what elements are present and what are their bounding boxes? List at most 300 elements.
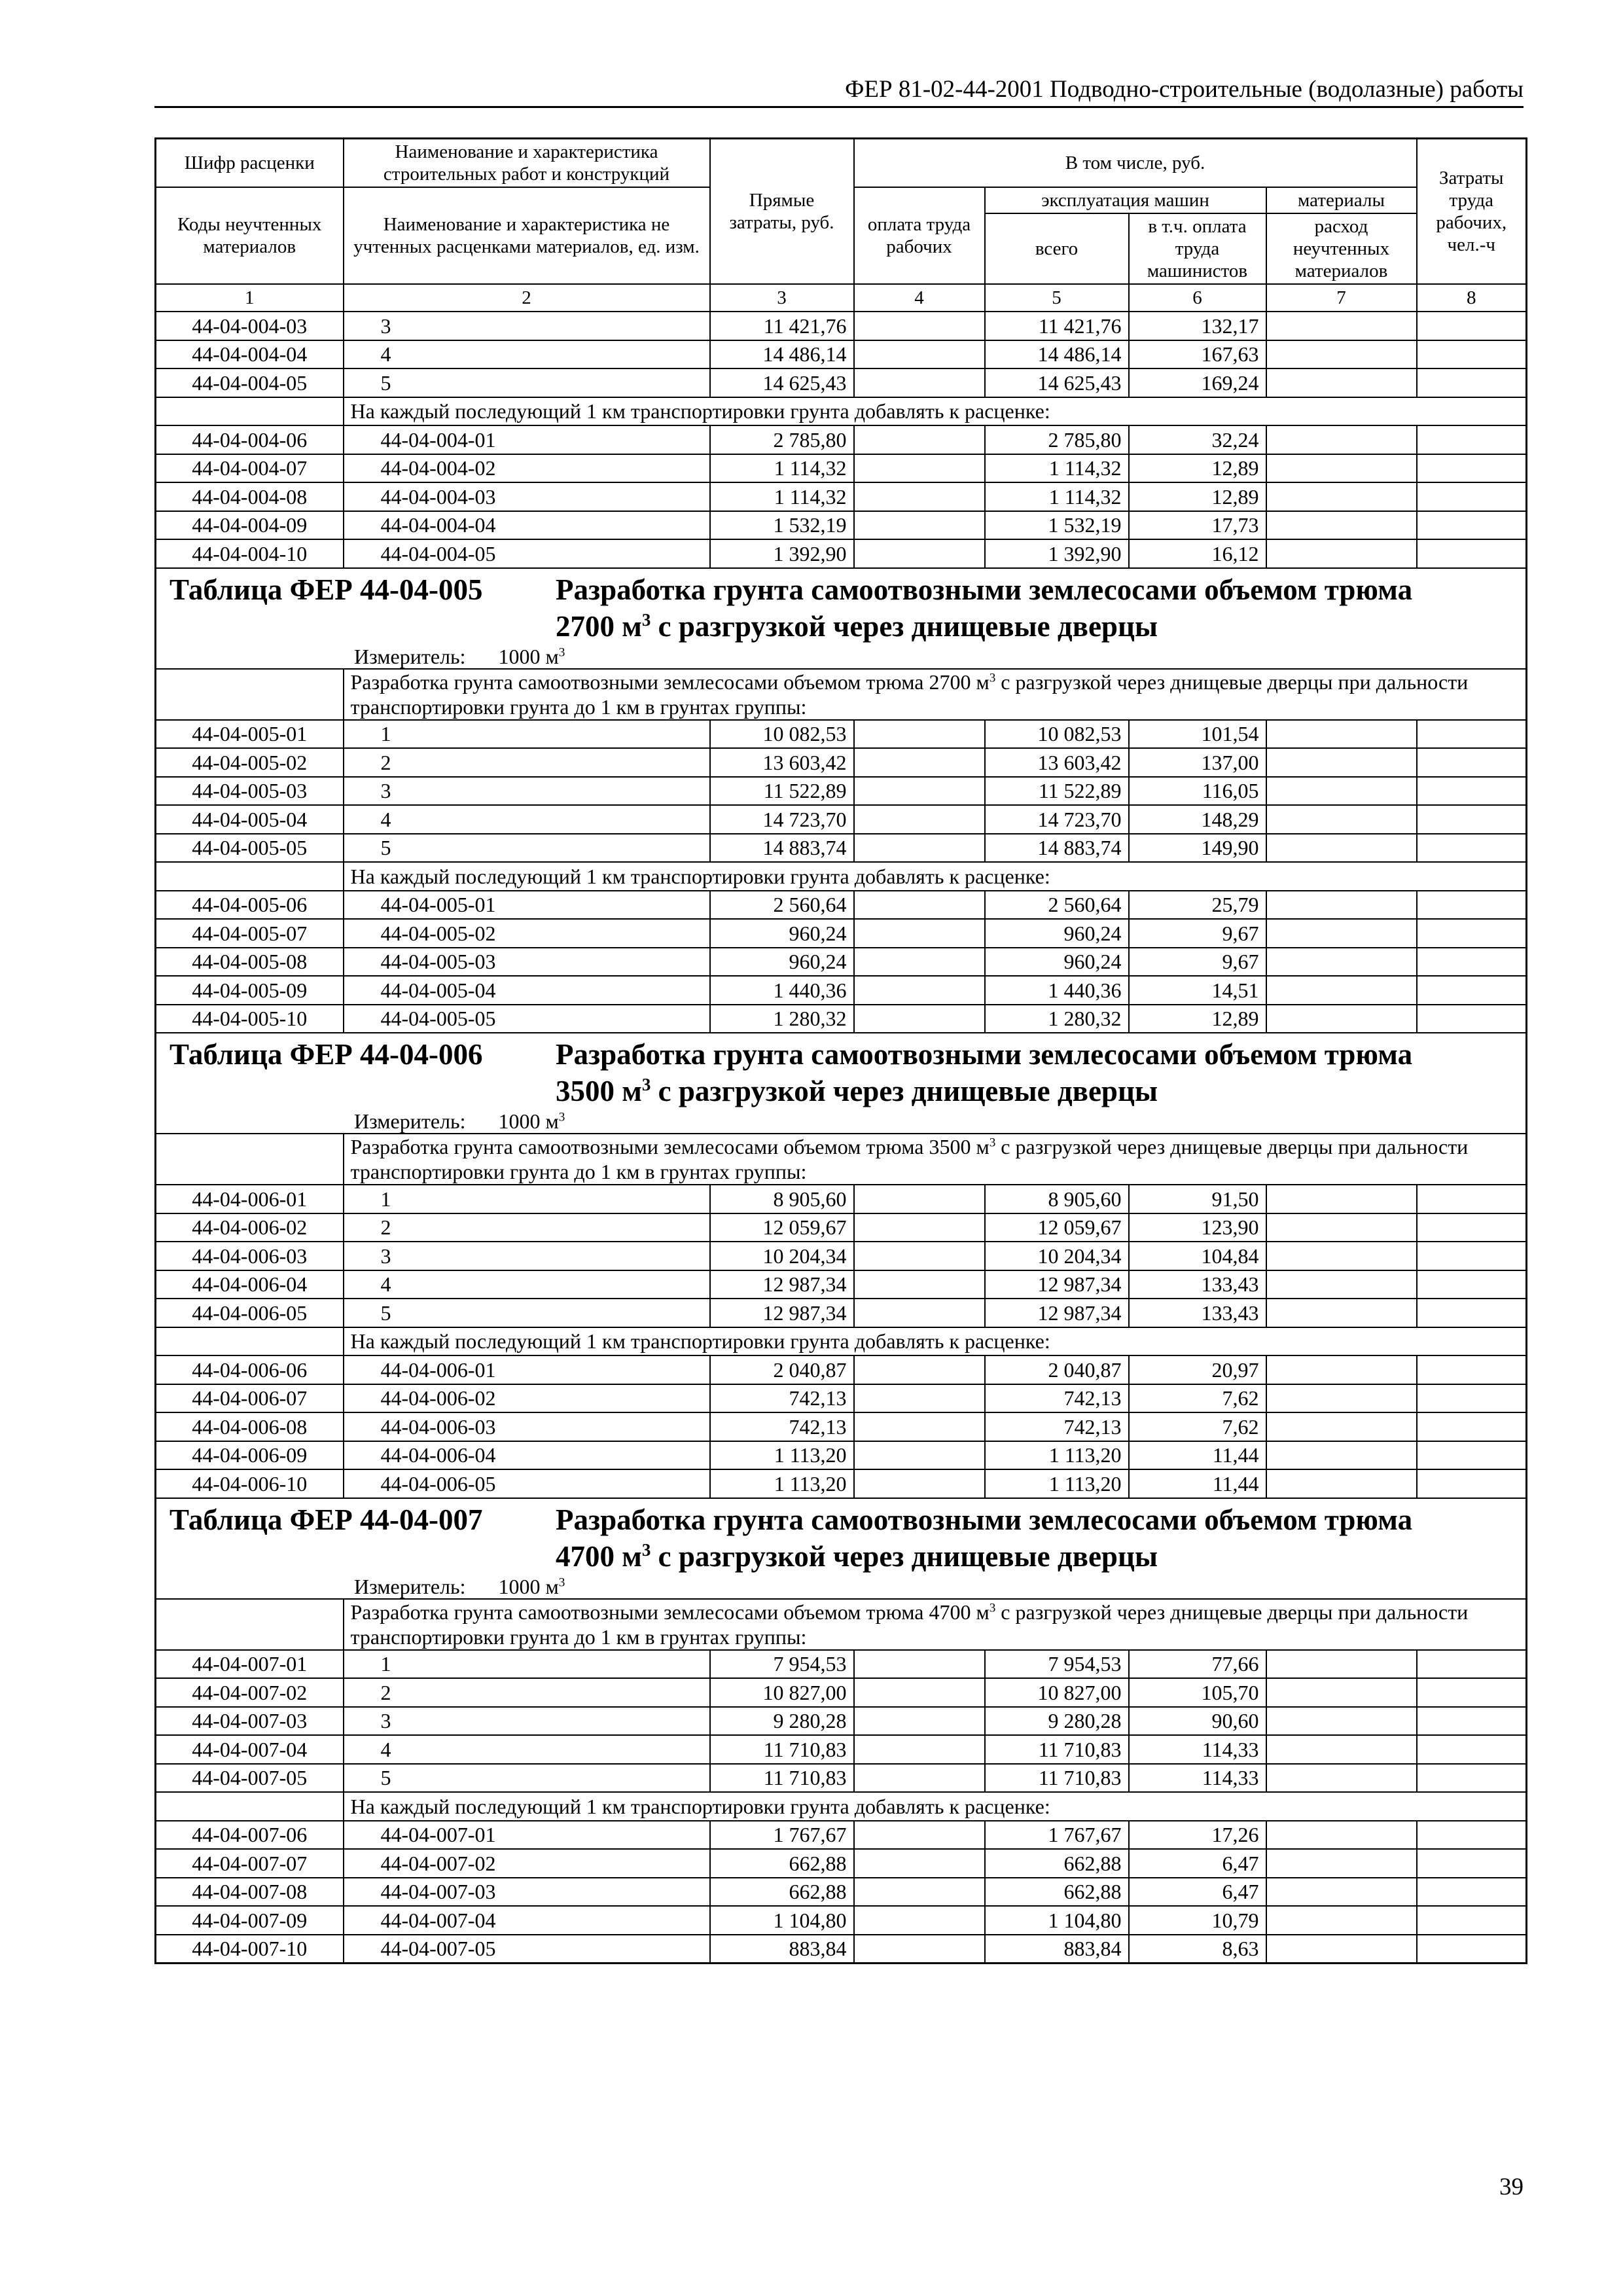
header-rate-code: Шифр расценки [156,139,344,188]
labor-pay [854,1707,985,1736]
labor-pay [854,1384,985,1413]
labor-pay [854,1299,985,1327]
work-name: 3 [344,1242,710,1270]
rate-code: 44-04-006-01 [156,1185,344,1213]
machines-total: 14 883,74 [985,834,1129,863]
machines-total: 662,88 [985,1849,1129,1878]
rate-code: 44-04-004-10 [156,539,344,568]
direct-costs: 960,24 [710,919,854,948]
machinists-pay: 20,97 [1129,1355,1266,1384]
materials-use [1266,454,1417,483]
labor-pay [854,948,985,977]
machinists-pay: 116,05 [1129,777,1266,806]
machines-total: 1 440,36 [985,976,1129,1005]
labor-pay [854,539,985,568]
measure-unit [163,1109,1519,1133]
work-name: 4 [344,1270,710,1299]
rate-code: 44-04-005-03 [156,777,344,806]
labor-pay [854,891,985,920]
table-row [156,340,1527,369]
table-code: Таблица ФЕР 44-04-006 [169,1038,483,1071]
description-code-cell [156,1134,344,1185]
direct-costs: 1 104,80 [710,1906,854,1935]
cube-superscript: 3 [558,1575,565,1589]
header-labor-pay: оплата труда рабочих [854,187,985,284]
machinists-pay: 90,60 [1129,1707,1266,1736]
machinists-pay: 6,47 [1129,1878,1266,1907]
table-name [556,1036,1519,1109]
work-description-start: Разработка грунта самоотвозными землесосами объемом трюма 2700 м [350,670,990,694]
section-title-cell [156,1498,1527,1599]
machines-total: 1 392,90 [985,539,1129,568]
rate-code: 44-04-007-04 [156,1735,344,1764]
measure-value [499,1575,565,1598]
work-name: 44-04-004-03 [344,482,710,511]
machinists-pay: 25,79 [1129,891,1266,920]
machines-total: 12 987,34 [985,1270,1129,1299]
machines-total: 662,88 [985,1878,1129,1907]
table-row [156,777,1527,806]
labor-cost [1417,340,1527,369]
materials-use [1266,1005,1417,1033]
direct-costs: 742,13 [710,1384,854,1413]
cube-superscript: 3 [558,1110,565,1124]
machinists-pay: 101,54 [1129,720,1266,749]
work-description [344,1599,1527,1650]
machines-total: 14 486,14 [985,340,1129,369]
materials-use [1266,1821,1417,1850]
labor-cost [1417,948,1527,977]
labor-pay [854,425,985,454]
table-section-title [156,568,1527,669]
materials-use [1266,948,1417,977]
table-row [156,1005,1527,1033]
machinists-pay: 32,24 [1129,425,1266,454]
labor-pay [854,1849,985,1878]
labor-cost [1417,919,1527,948]
table-name [556,571,1519,645]
table-name-volume: 2700 м [556,609,642,643]
section-title [163,569,1519,645]
work-name: 44-04-005-05 [344,1005,710,1033]
direct-costs: 1 392,90 [710,539,854,568]
table-row [156,1678,1527,1707]
table-row [156,1185,1527,1213]
materials-use [1266,1441,1417,1470]
cube-superscript: 3 [989,1136,996,1150]
machines-total: 14 625,43 [985,368,1129,397]
materials-use [1266,1764,1417,1793]
machinists-pay: 149,90 [1129,834,1266,863]
materials-use [1266,340,1417,369]
labor-pay [854,720,985,749]
labor-cost [1417,1906,1527,1935]
labor-cost [1417,891,1527,920]
machinists-pay: 169,24 [1129,368,1266,397]
machinists-pay: 6,47 [1129,1849,1266,1878]
labor-cost [1417,1412,1527,1441]
machinists-pay: 167,63 [1129,340,1266,369]
labor-pay [854,482,985,511]
labor-pay [854,1412,985,1441]
materials-use [1266,425,1417,454]
direct-costs: 7 954,53 [710,1650,854,1679]
rate-code: 44-04-007-07 [156,1849,344,1878]
column-number: 3 [710,284,854,312]
labor-cost [1417,1242,1527,1270]
header-materials: материалы [1266,187,1417,213]
note-row [156,862,1527,891]
header-material-codes: Коды неучтенных материалов [156,187,344,284]
table-row [156,539,1527,568]
labor-cost [1417,1849,1527,1878]
work-name: 5 [344,1764,710,1793]
labor-pay [854,777,985,806]
machines-total: 13 603,42 [985,748,1129,777]
table-row [156,1355,1527,1384]
table-name-line1: Разработка грунта самоотвозными землесосами объемом трюма [556,1038,1413,1071]
work-name: 5 [344,1299,710,1327]
measure-value [499,1109,565,1133]
table-row [156,511,1527,540]
labor-pay [854,1213,985,1242]
machinists-pay: 17,73 [1129,511,1266,540]
add-per-km-note: На каждый последующий 1 км транспортировки грунта добавлять к расценке: [344,1327,1527,1356]
header-machines-total: всего [985,213,1129,284]
work-name: 44-04-004-02 [344,454,710,483]
machines-total: 1 767,67 [985,1821,1129,1850]
materials-use [1266,312,1417,340]
work-name: 44-04-004-04 [344,511,710,540]
measure-value-text: 1000 м [498,1109,559,1133]
labor-cost [1417,1299,1527,1327]
machinists-pay: 7,62 [1129,1384,1266,1413]
rate-code: 44-04-004-09 [156,511,344,540]
labor-cost [1417,1384,1527,1413]
labor-cost [1417,1935,1527,1964]
table-row [156,948,1527,977]
labor-cost [1417,1735,1527,1764]
materials-use [1266,1678,1417,1707]
direct-costs: 1 767,67 [710,1821,854,1850]
materials-use [1266,1469,1417,1498]
labor-pay [854,1678,985,1707]
rate-code: 44-04-006-07 [156,1384,344,1413]
direct-costs: 14 883,74 [710,834,854,863]
labor-cost [1417,976,1527,1005]
column-number: 6 [1129,284,1266,312]
materials-use [1266,1270,1417,1299]
machinists-pay: 12,89 [1129,1005,1266,1033]
machinists-pay: 12,89 [1129,454,1266,483]
rate-code: 44-04-007-08 [156,1878,344,1907]
note-code-cell [156,397,344,426]
section-title [163,1033,1519,1109]
table-name-line1: Разработка грунта самоотвозными землесосами объемом трюма [556,573,1413,606]
machinists-pay: 12,89 [1129,482,1266,511]
header-machinists-pay: в т.ч. оплата труда машинистов [1129,213,1266,284]
materials-use [1266,511,1417,540]
work-name: 4 [344,340,710,369]
direct-costs: 12 987,34 [710,1270,854,1299]
description-row [156,1599,1527,1650]
machines-total: 742,13 [985,1412,1129,1441]
machinists-pay: 133,43 [1129,1270,1266,1299]
rate-code: 44-04-005-04 [156,805,344,834]
table-name-volume: 3500 м [556,1075,642,1107]
measure-value-text: 1000 м [498,1574,559,1598]
rates-table [154,137,1527,1964]
table-row [156,891,1527,920]
table-code: Таблица ФЕР 44-04-007 [169,1503,483,1536]
cube-superscript: 3 [989,1600,996,1615]
machinists-pay: 77,66 [1129,1650,1266,1679]
rate-code: 44-04-005-02 [156,748,344,777]
column-number: 4 [854,284,985,312]
column-number: 1 [156,284,344,312]
measure-value-text: 1000 м [498,644,559,668]
work-name: 44-04-006-05 [344,1469,710,1498]
note-code-cell [156,862,344,891]
table-name [556,1501,1519,1575]
table-row [156,1384,1527,1413]
labor-cost [1417,511,1527,540]
materials-use [1266,1185,1417,1213]
direct-costs: 10 082,53 [710,720,854,749]
machines-total: 2 560,64 [985,891,1129,920]
direct-costs: 11 710,83 [710,1735,854,1764]
labor-cost [1417,1213,1527,1242]
labor-cost [1417,312,1527,340]
table-row [156,1650,1527,1679]
work-name: 44-04-007-01 [344,1821,710,1850]
labor-pay [854,976,985,1005]
materials-use [1266,482,1417,511]
materials-use [1266,891,1417,920]
cube-superscript: 3 [641,1539,651,1560]
direct-costs: 11 710,83 [710,1764,854,1793]
cube-superscript: 3 [641,1075,651,1094]
rate-code: 44-04-005-01 [156,720,344,749]
machines-total: 9 280,28 [985,1707,1129,1736]
machinists-pay: 123,90 [1129,1213,1266,1242]
materials-use [1266,748,1417,777]
materials-use [1266,720,1417,749]
table-row [156,454,1527,483]
work-name: 44-04-005-01 [344,891,710,920]
column-number: 5 [985,284,1129,312]
materials-use [1266,1650,1417,1679]
direct-costs: 10 827,00 [710,1678,854,1707]
table-row [156,748,1527,777]
rate-code: 44-04-006-06 [156,1355,344,1384]
work-name: 44-04-004-01 [344,425,710,454]
work-name: 3 [344,777,710,806]
labor-pay [854,1355,985,1384]
direct-costs: 13 603,42 [710,748,854,777]
header-materials-use: расход неучтенных материалов [1266,213,1417,284]
machines-total: 7 954,53 [985,1650,1129,1679]
direct-costs: 11 522,89 [710,777,854,806]
materials-use [1266,1878,1417,1907]
materials-use [1266,1906,1417,1935]
machinists-pay: 114,33 [1129,1764,1266,1793]
work-name: 2 [344,1678,710,1707]
cube-superscript: 3 [989,670,996,685]
labor-cost [1417,1821,1527,1850]
machinists-pay: 14,51 [1129,976,1266,1005]
measure-unit [163,645,1519,668]
work-name: 3 [344,1707,710,1736]
machines-total: 960,24 [985,919,1129,948]
add-per-km-note: На каждый последующий 1 км транспортировки грунта добавлять к расценке: [344,397,1527,426]
description-code-cell [156,1599,344,1650]
header-machines: эксплуатация машин [985,187,1266,213]
materials-use [1266,1935,1417,1964]
materials-use [1266,368,1417,397]
rate-code: 44-04-004-07 [156,454,344,483]
running-header: ФЕР 81-02-44-2001 Подводно-строительные (водолазные) работы [154,73,1524,108]
machines-total: 11 421,76 [985,312,1129,340]
machinists-pay: 16,12 [1129,539,1266,568]
table-row [156,1821,1527,1850]
note-row [156,1327,1527,1356]
work-description-end: с разгрузкой через днищевые дверцы при дальности транспортировки грунта до 1 км в грунтах группы: [350,1600,1469,1649]
machines-total: 1 114,32 [985,482,1129,511]
table-name-volume: 4700 м [556,1539,642,1573]
cube-superscript: 3 [641,609,651,630]
labor-pay [854,454,985,483]
table-row [156,1441,1527,1470]
note-row [156,1792,1527,1821]
labor-cost [1417,1005,1527,1033]
labor-cost [1417,1355,1527,1384]
labor-cost [1417,1707,1527,1736]
labor-pay [854,1764,985,1793]
table-row [156,720,1527,749]
rate-code: 44-04-007-01 [156,1650,344,1679]
work-name: 4 [344,1735,710,1764]
column-number: 2 [344,284,710,312]
column-number: 7 [1266,284,1417,312]
labor-cost [1417,1878,1527,1907]
table-name-rest: с разгрузкой через днищевые дверцы [651,1539,1158,1573]
section-title-cell [156,568,1527,669]
rate-code: 44-04-007-09 [156,1906,344,1935]
header-work-name: Наименование и характеристика строительных работ и конструкций [344,139,710,188]
labor-cost [1417,1270,1527,1299]
direct-costs: 1 113,20 [710,1469,854,1498]
materials-use [1266,777,1417,806]
section-title [163,1499,1519,1575]
direct-costs: 1 114,32 [710,454,854,483]
table-row [156,834,1527,863]
work-description-start: Разработка грунта самоотвозными землесосами объемом трюма 4700 м [350,1600,990,1624]
header-material-names: Наименование и характеристика не учтенных расценками материалов, ед. изм. [344,187,710,284]
description-row [156,669,1527,720]
machinists-pay: 9,67 [1129,948,1266,977]
description-code-cell [156,669,344,720]
direct-costs: 960,24 [710,948,854,977]
work-description-end: с разгрузкой через днищевые дверцы при дальности транспортировки грунта до 1 км в грунтах группы: [350,1135,1469,1183]
labor-pay [854,1821,985,1850]
rate-code: 44-04-007-05 [156,1764,344,1793]
direct-costs: 883,84 [710,1935,854,1964]
labor-pay [854,1270,985,1299]
machines-total: 883,84 [985,1935,1129,1964]
direct-costs: 10 204,34 [710,1242,854,1270]
materials-use [1266,1412,1417,1441]
rate-code: 44-04-005-05 [156,834,344,863]
machines-total: 12 059,67 [985,1213,1129,1242]
add-per-km-note: На каждый последующий 1 км транспортировки грунта добавлять к расценке: [344,862,1527,891]
rate-code: 44-04-005-06 [156,891,344,920]
machines-total: 1 113,20 [985,1469,1129,1498]
materials-use [1266,1242,1417,1270]
direct-costs: 9 280,28 [710,1707,854,1736]
rate-code: 44-04-005-09 [156,976,344,1005]
machines-total: 10 827,00 [985,1678,1129,1707]
work-name: 44-04-006-03 [344,1412,710,1441]
machines-total: 2 785,80 [985,425,1129,454]
work-description [344,1134,1527,1185]
work-name: 3 [344,312,710,340]
direct-costs: 1 113,20 [710,1441,854,1470]
work-name: 5 [344,834,710,863]
direct-costs: 2 040,87 [710,1355,854,1384]
labor-cost [1417,1764,1527,1793]
labor-cost [1417,1678,1527,1707]
machines-total: 742,13 [985,1384,1129,1413]
direct-costs: 742,13 [710,1412,854,1441]
labor-pay [854,511,985,540]
direct-costs: 12 059,67 [710,1213,854,1242]
labor-pay [854,1242,985,1270]
direct-costs: 14 723,70 [710,805,854,834]
note-code-cell [156,1327,344,1356]
work-name: 44-04-006-01 [344,1355,710,1384]
labor-pay [854,919,985,948]
labor-cost [1417,425,1527,454]
table-code: Таблица ФЕР 44-04-005 [169,573,483,606]
rate-code: 44-04-006-04 [156,1270,344,1299]
machinists-pay: 11,44 [1129,1469,1266,1498]
table-row [156,805,1527,834]
column-number: 8 [1417,284,1527,312]
measure-value [499,645,565,668]
rate-code: 44-04-007-10 [156,1935,344,1964]
work-description-end: с разгрузкой через днищевые дверцы при дальности транспортировки грунта до 1 км в грунтах группы: [350,670,1469,719]
machines-total: 11 710,83 [985,1764,1129,1793]
table-row [156,1707,1527,1736]
rate-code: 44-04-007-06 [156,1821,344,1850]
machines-total: 2 040,87 [985,1355,1129,1384]
add-per-km-note: На каждый последующий 1 км транспортировки грунта добавлять к расценке: [344,1792,1527,1821]
rate-code: 44-04-006-10 [156,1469,344,1498]
labor-cost [1417,482,1527,511]
rate-code: 44-04-004-03 [156,312,344,340]
labor-pay [854,1185,985,1213]
table-name-rest: с разгрузкой через днищевые дверцы [651,1075,1158,1107]
rate-code: 44-04-004-06 [156,425,344,454]
machinists-pay: 104,84 [1129,1242,1266,1270]
table-row [156,1213,1527,1242]
table-row [156,1242,1527,1270]
work-name: 5 [344,368,710,397]
machinists-pay: 132,17 [1129,312,1266,340]
labor-cost [1417,454,1527,483]
header-direct-costs: Прямые затраты, руб. [710,139,854,285]
